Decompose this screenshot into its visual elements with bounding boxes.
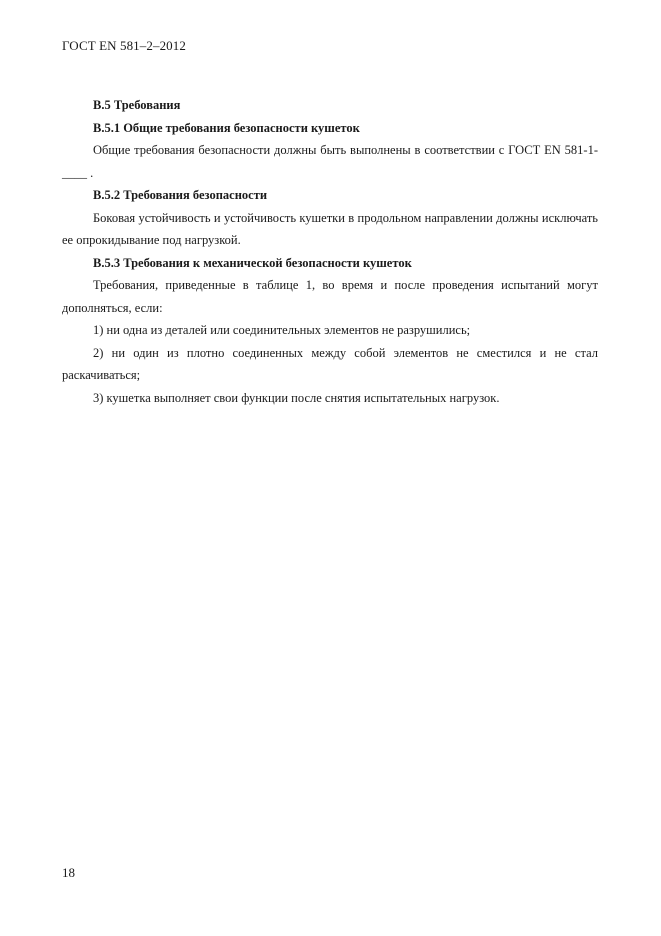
document-body <box>62 94 598 409</box>
section-heading-b5-3: B.5.3 Требования к механической безопасности кушеток <box>93 255 412 270</box>
paragraph-general-requirements: Общие требования безопасности должны быть выполнены в соответствии с ГОСТ EN 581-1- ____ . <box>62 143 598 180</box>
page-number: 18 <box>62 865 75 880</box>
list-item-3: 3) кушетка выполняет свои функции после снятия испытательных нагрузок. <box>93 390 500 405</box>
section-heading-b5-2: B.5.2 Требования безопасности <box>93 188 268 202</box>
paragraph-stability: Боковая устойчивость и устойчивость кушетки в продольном направлении должны исключать ее опрокидывание под нагрузкой. <box>62 210 598 247</box>
paragraph-mechanical-intro: Требования, приведенные в таблице 1, во время и после проведения испытаний могут дополняться, если: <box>62 278 598 315</box>
section-heading-b5: B.5 Требования <box>93 98 181 112</box>
list-item-1: 1) ни одна из деталей или соединительных элементов не разрушились; <box>93 323 471 337</box>
document-header: ГОСТ EN 581–2–2012 <box>62 38 186 53</box>
list-item-2: 2) ни один из плотно соединенных между собой элементов не сместился и не стал раскачиваться; <box>62 345 598 382</box>
section-heading-b5-1: B.5.1 Общие требования безопасности кушеток <box>93 120 360 135</box>
